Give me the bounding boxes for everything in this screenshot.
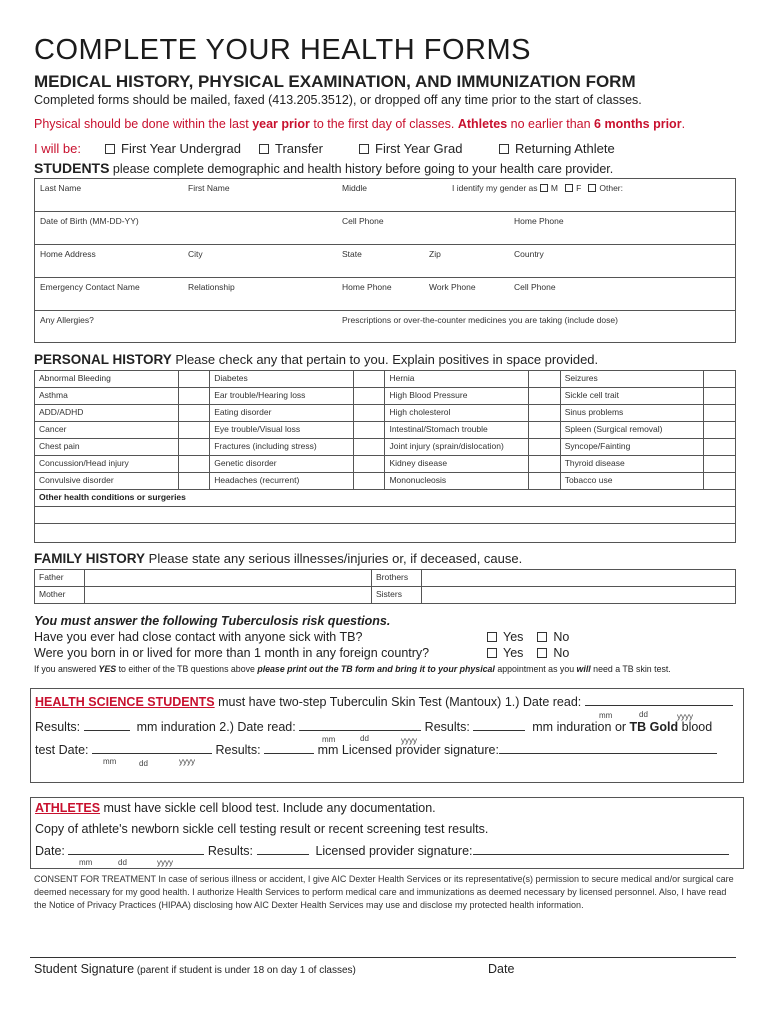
option-returning-athlete[interactable]: Returning Athlete: [499, 141, 615, 156]
results-2-input[interactable]: [473, 730, 525, 731]
table-row: [35, 456, 736, 473]
demographics-form: [34, 178, 736, 343]
condition-label: Thyroid disease: [560, 456, 704, 473]
table-row: [35, 422, 736, 439]
condition-checkbox[interactable]: [178, 405, 209, 422]
emergency-cell-phone-field[interactable]: Cell Phone: [514, 282, 556, 292]
condition-checkbox[interactable]: [354, 456, 385, 473]
checkbox-icon[interactable]: [487, 648, 497, 658]
condition-label: Intestinal/Stomach trouble: [385, 422, 529, 439]
condition-label: Eye trouble/Visual loss: [210, 422, 354, 439]
provider-signature-input[interactable]: [499, 753, 717, 754]
mm-label: mm: [599, 711, 613, 720]
option-first-year-grad[interactable]: First Year Grad: [359, 141, 499, 156]
condition-checkbox[interactable]: [704, 422, 736, 439]
dd-label: dd: [118, 858, 127, 867]
condition-label: Joint injury (sprain/dislocation): [385, 439, 529, 456]
condition-label: ADD/ADHD: [35, 405, 179, 422]
home-phone-field[interactable]: Home Phone: [514, 216, 564, 226]
table-row: [35, 570, 736, 587]
cell-phone-field[interactable]: Cell Phone: [342, 216, 384, 226]
condition-checkbox[interactable]: [178, 388, 209, 405]
table-row: [35, 473, 736, 490]
condition-label: Asthma: [35, 388, 179, 405]
athletes-line1: ATHLETES must have sickle cell blood test. Include any documentation.: [35, 801, 436, 815]
father-input[interactable]: [85, 570, 372, 587]
condition-label: Ear trouble/Hearing loss: [210, 388, 354, 405]
health-science-line3: test Date: Results: mm Licensed provider signature:: [35, 743, 717, 757]
condition-label: Tobacco use: [560, 473, 704, 490]
condition-label: Hernia: [385, 371, 529, 388]
condition-label: Abnormal Bleeding: [35, 371, 179, 388]
dd-label: dd: [139, 759, 148, 768]
mm-label: mm: [103, 757, 117, 766]
other-conditions-label: Other health conditions or surgeries: [35, 489, 735, 507]
mother-label: Mother: [35, 587, 85, 604]
athlete-provider-signature-input[interactable]: [473, 854, 729, 855]
condition-checkbox[interactable]: [529, 473, 560, 490]
status-options: [34, 141, 615, 156]
demo-row: [35, 212, 735, 245]
condition-label: Sickle cell trait: [560, 388, 704, 405]
middle-field[interactable]: Middle: [342, 183, 368, 193]
yyyy-label: yyyy: [157, 858, 173, 867]
tb-q2-yes[interactable]: Yes: [487, 646, 523, 660]
tb-note: If you answered YES to either of the TB questions above please print out the TB form and bring it to your physical appointment as you will need a TB skin test.: [34, 664, 671, 674]
tb-q1-answers: [487, 630, 569, 644]
checkbox-icon[interactable]: [259, 144, 269, 154]
condition-checkbox[interactable]: [354, 371, 385, 388]
checkbox-icon[interactable]: [565, 184, 573, 192]
checkbox-icon[interactable]: [540, 184, 548, 192]
checkbox-icon[interactable]: [537, 648, 547, 658]
checkbox-icon[interactable]: [588, 184, 596, 192]
signature-date-label: Date: [488, 962, 515, 976]
table-row: [35, 587, 736, 604]
first-name-field[interactable]: First Name: [188, 183, 230, 193]
student-signature-label: Student Signature (parent if student is under 18 on day 1 of classes): [34, 962, 356, 976]
medications-field[interactable]: Prescriptions or over-the-counter medicines you are taking (include dose): [342, 315, 618, 325]
condition-label: Sinus problems: [560, 405, 704, 422]
family-history-heading: FAMILY HISTORY Please state any serious illnesses/injuries or, if deceased, cause.: [34, 551, 523, 566]
emergency-home-phone-field[interactable]: Home Phone: [342, 282, 392, 292]
relationship-field[interactable]: Relationship: [188, 282, 235, 292]
athletes-line2: Copy of athlete's newborn sickle cell testing result or recent screening test results.: [35, 822, 489, 836]
condition-checkbox[interactable]: [529, 456, 560, 473]
mother-input[interactable]: [85, 587, 372, 604]
option-first-year-undergrad[interactable]: First Year Undergrad: [105, 141, 259, 156]
condition-checkbox[interactable]: [704, 473, 736, 490]
other-conditions-box[interactable]: [34, 489, 736, 543]
demo-row: [35, 278, 735, 311]
condition-label: Eating disorder: [210, 405, 354, 422]
condition-label: Diabetes: [210, 371, 354, 388]
condition-label: Syncope/Fainting: [560, 439, 704, 456]
tb-q1-yes[interactable]: Yes: [487, 630, 523, 644]
condition-label: Kidney disease: [385, 456, 529, 473]
condition-label: Mononucleosis: [385, 473, 529, 490]
condition-checkbox[interactable]: [178, 456, 209, 473]
condition-checkbox[interactable]: [529, 388, 560, 405]
condition-label: Fractures (including stress): [210, 439, 354, 456]
home-address-field[interactable]: Home Address: [40, 249, 96, 259]
other-conditions-line[interactable]: [35, 507, 735, 524]
physical-note: Physical should be done within the last year prior to the first day of classes. Athletes no earlier than 6 months prior.: [34, 117, 686, 131]
last-name-field[interactable]: Last Name: [40, 183, 82, 193]
yyyy-label: yyyy: [677, 712, 693, 721]
state-field[interactable]: State: [342, 249, 362, 259]
condition-checkbox[interactable]: [704, 388, 736, 405]
condition-label: High cholesterol: [385, 405, 529, 422]
yyyy-label: yyyy: [179, 757, 195, 766]
brothers-label: Brothers: [372, 570, 422, 587]
checkbox-icon[interactable]: [499, 144, 509, 154]
father-label: Father: [35, 570, 85, 587]
yyyy-label: yyyy: [401, 736, 417, 745]
tb-q1-no[interactable]: No: [537, 630, 569, 644]
athlete-date-input[interactable]: [68, 854, 204, 855]
demo-row: [35, 311, 735, 344]
condition-checkbox[interactable]: [178, 371, 209, 388]
condition-checkbox[interactable]: [529, 422, 560, 439]
emergency-contact-field[interactable]: Emergency Contact Name: [40, 282, 140, 292]
table-row: [35, 371, 736, 388]
brothers-input[interactable]: [422, 570, 736, 587]
health-science-line2: Results: mm induration 2.) Date read: Results: mm induration or TB Gold blood: [35, 720, 713, 734]
tb-heading: You must answer the following Tuberculosis risk questions.: [34, 614, 391, 628]
condition-checkbox[interactable]: [529, 405, 560, 422]
checkbox-icon[interactable]: [537, 632, 547, 642]
sisters-input[interactable]: [422, 587, 736, 604]
dob-field[interactable]: Date of Birth (MM-DD-YY): [40, 216, 139, 226]
condition-checkbox[interactable]: [529, 439, 560, 456]
status-label: I will be:: [34, 141, 81, 156]
table-row: [35, 388, 736, 405]
condition-checkbox[interactable]: [178, 439, 209, 456]
condition-label: Seizures: [560, 371, 704, 388]
signature-line[interactable]: [30, 957, 736, 958]
condition-checkbox[interactable]: [354, 388, 385, 405]
personal-history-table: [34, 370, 736, 490]
tb-q2-answers: [487, 646, 569, 660]
condition-label: Spleen (Surgical removal): [560, 422, 704, 439]
condition-label: Convulsive disorder: [35, 473, 179, 490]
condition-label: Cancer: [35, 422, 179, 439]
condition-label: Chest pain: [35, 439, 179, 456]
condition-checkbox[interactable]: [354, 439, 385, 456]
family-history-table: [34, 569, 736, 604]
students-instruction: STUDENTS please complete demographic and health history before going to your health care provider.: [34, 160, 614, 176]
condition-label: Headaches (recurrent): [210, 473, 354, 490]
athletes-line3: Date: Results: Licensed provider signature:: [35, 844, 729, 858]
work-phone-field[interactable]: Work Phone: [429, 282, 476, 292]
condition-checkbox[interactable]: [354, 422, 385, 439]
dd-label: dd: [639, 710, 648, 719]
dd-label: dd: [360, 734, 369, 743]
page-title: COMPLETE YOUR HEALTH FORMS: [34, 34, 531, 66]
city-field[interactable]: City: [188, 249, 203, 259]
condition-label: Genetic disorder: [210, 456, 354, 473]
personal-history-heading: PERSONAL HISTORY Please check any that pertain to you. Explain positives in space provided.: [34, 352, 599, 367]
condition-label: Concussion/Head injury: [35, 456, 179, 473]
sisters-label: Sisters: [372, 587, 422, 604]
condition-checkbox[interactable]: [178, 422, 209, 439]
form-subtitle: MEDICAL HISTORY, PHYSICAL EXAMINATION, AND IMMUNIZATION FORM: [34, 72, 636, 91]
results-3-input[interactable]: [264, 753, 314, 754]
health-science-section: [30, 688, 744, 783]
date-read-1-input[interactable]: [585, 705, 733, 706]
consent-text: CONSENT FOR TREATMENT In case of serious illness or accident, I give AIC Dexter Health Services or its representative(s) permission to secure medical and/or surgical care deemed necessary for my good health. I authorize Health Services to perform medical care and immunizations as deemed necessary by licensed personnel. Also, I have read the Notice of Privacy Practices (HIPAA) disclosing how AIC Dexter Health Services may use and disclose my protected health information.: [34, 874, 734, 910]
allergies-field[interactable]: Any Allergies?: [40, 315, 94, 325]
mm-label: mm: [79, 858, 93, 867]
intro-text: Completed forms should be mailed, faxed (413.205.3512), or dropped off any time prior to the start of classes.: [34, 93, 642, 107]
athletes-section: [30, 797, 744, 869]
mm-label: mm: [322, 735, 336, 744]
zip-field[interactable]: Zip: [429, 249, 441, 259]
demo-row: [35, 179, 735, 212]
tb-q2-no[interactable]: No: [537, 646, 569, 660]
table-row: [35, 405, 736, 422]
tb-question-1: Have you ever had close contact with anyone sick with TB?: [34, 630, 363, 644]
country-field[interactable]: Country: [514, 249, 544, 259]
checkbox-icon[interactable]: [105, 144, 115, 154]
condition-checkbox[interactable]: [704, 456, 736, 473]
condition-checkbox[interactable]: [354, 405, 385, 422]
date-read-2-input[interactable]: [299, 730, 421, 731]
option-transfer[interactable]: Transfer: [259, 141, 359, 156]
condition-checkbox[interactable]: [178, 473, 209, 490]
condition-checkbox[interactable]: [704, 405, 736, 422]
gender-field: I identify my gender as M F Other:: [452, 183, 623, 193]
condition-checkbox[interactable]: [354, 473, 385, 490]
condition-checkbox[interactable]: [704, 439, 736, 456]
condition-label: High Blood Pressure: [385, 388, 529, 405]
checkbox-icon[interactable]: [487, 632, 497, 642]
tb-question-2: Were you born in or lived for more than 1 month in any foreign country?: [34, 646, 430, 660]
table-row: [35, 439, 736, 456]
athlete-results-input[interactable]: [257, 854, 309, 855]
demo-row: [35, 245, 735, 278]
condition-checkbox[interactable]: [529, 371, 560, 388]
results-1-input[interactable]: [84, 730, 130, 731]
test-date-input[interactable]: [92, 753, 212, 754]
condition-checkbox[interactable]: [704, 371, 736, 388]
health-science-line1: HEALTH SCIENCE STUDENTS must have two-step Tuberculin Skin Test (Mantoux) 1.) Date read:: [35, 695, 733, 709]
checkbox-icon[interactable]: [359, 144, 369, 154]
